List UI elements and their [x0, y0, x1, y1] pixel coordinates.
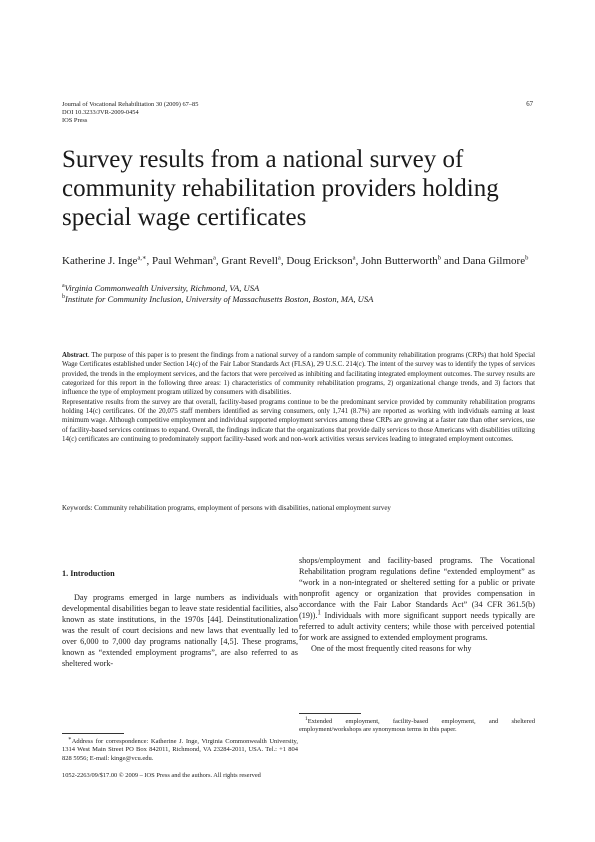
page-number: 67 — [526, 101, 533, 108]
body-column-right — [299, 555, 535, 654]
author: John Butterworth$^b$ — [361, 254, 442, 267]
footnote-correspondence: ∗Address for correspondence: Katherine J. Inge, Virginia Commonwealth University, 1314 West Main Street PO Box 842011, Richmond, VA 23284-2011, USA. Tel.: +1 804 828 5956; E-mail: kinge@vcu.edu. — [62, 733, 298, 763]
author: Doug Erickson$^a$ — [286, 254, 356, 267]
author: Katherine J. Inge$^{a,∗}$ — [62, 254, 147, 267]
author: Dana Gilmore$^b$ — [462, 254, 529, 267]
abstract-paragraph: Representative results from the survey are that overall, facility-based programs continue to be the predominant service provided by community rehabilitation programs holding 14(c) certificates. Of the 20,075 staff members identified as serving consumers, only 1,741 (8.7%) are reported as working with individuals earning at least minimum wage. Although competitive employment and individual supported employment services among these CRPs are growing at a faster rate than other services, use of facility-based services continues to expand. Overall, the findings indicate that the organizations that provide daily services to those Americans with disabilities utilizing 14(c) certificates are continuing to predominately support facility-based work and non-work activities versus services leading to integrated employment outcomes. — [62, 397, 535, 444]
journal-citation: Journal of Vocational Rehabilitation 30 (2009) 67–85 — [62, 101, 199, 108]
body-paragraph: One of the most frequently cited reasons for why — [311, 644, 472, 653]
affiliation: $^a$Virginia Commonwealth University, Richmond, VA, USA — [62, 283, 260, 293]
section-heading: 1. Introduction — [62, 569, 115, 578]
affiliation: $^b$Institute for Community Inclusion, University of Massachusetts Boston, Boston, MA, USA — [62, 293, 374, 304]
footnote-rule — [299, 713, 361, 714]
abstract-paragraph: Abstract. The purpose of this paper is to present the findings from a national survey of a random sample of community rehabilitation programs (CRPs) that hold Special Wage Certificates established under Section 14(c) of the Fair Labor Standards Act (FLSA), 29 U.S.C. 214(c). The intent of the survey was to identify the types of services provided, the trends in the employment services, and the factors that were perceived as inhibiting and facilitating integrated employment outcomes. The survey results are categorized for this report in the following three areas: 1) characteristics of community rehabilitation programs, 2) organizational change trends, and 3) factors that influence the type of employment program utilized by consumers with disabilities. — [62, 351, 535, 397]
doi: DOI 10.3233/JVR-2009-0454 — [62, 109, 139, 117]
keywords: Keywords: Community rehabilitation programs, employment of persons with disabilities, national employment survey — [62, 504, 391, 512]
footnote-ref[interactable]: 1 — [317, 609, 321, 617]
author: Paul Wehman$^a$ — [152, 254, 216, 267]
body-paragraph: Day programs emerged in large numbers as individuals with developmental disabilities began to leave state residential facilities, also known as state institutions, in the 1970s [44]. Deinstitutionalization was the result of court decisions and new laws that eventually led to over 6,000 to 7,000 day programs nationally [4,5]. These programs, known as “extended employment programs”, are also referred to as sheltered work- — [62, 593, 298, 668]
publisher: IOS Press — [62, 117, 88, 125]
journal-header — [62, 101, 198, 126]
body-paragraph: shops/employment and facility-based programs. The Vocational Rehabilitation program regulations define “extended employment” as “work in a non-integrated or sheltered setting for a public or private nonprofit agency or organization that provides compensation in accordance with the Fair Labor Standards Act” (34 CFR 361.5(b)(19)).$^1$ Individuals with more significant support needs typically are referred to adult activity centers; while those with perceived potential for work are assigned to extended employment programs. — [299, 556, 535, 642]
footnote-1: $^1$Extended employment, facility-based employment, and sheltered employment/workshops are synonymous terms in this paper. — [299, 713, 535, 735]
abstract-label: Abstract — [62, 351, 88, 359]
footnote-rule — [62, 733, 124, 734]
abstract — [62, 351, 535, 444]
affiliations — [62, 283, 532, 304]
author-list: Katherine J. Inge$^{a,∗}$, Paul Wehman$^a$, Grant Revell$^a$, Doug Erickson$^a$, John Butterworth$^b$ and Dana Gilmore$^b$ — [62, 254, 529, 267]
copyright-footer: 1052-2263/09/$17.00 © 2009 – IOS Press and the authors. All rights reserved — [62, 772, 261, 779]
body-column-left — [62, 568, 298, 669]
author: Grant Revell$^a$ — [221, 254, 281, 267]
paper-title: Survey results from a national survey of community rehabilitation providers holding special wage certificates — [62, 146, 499, 231]
